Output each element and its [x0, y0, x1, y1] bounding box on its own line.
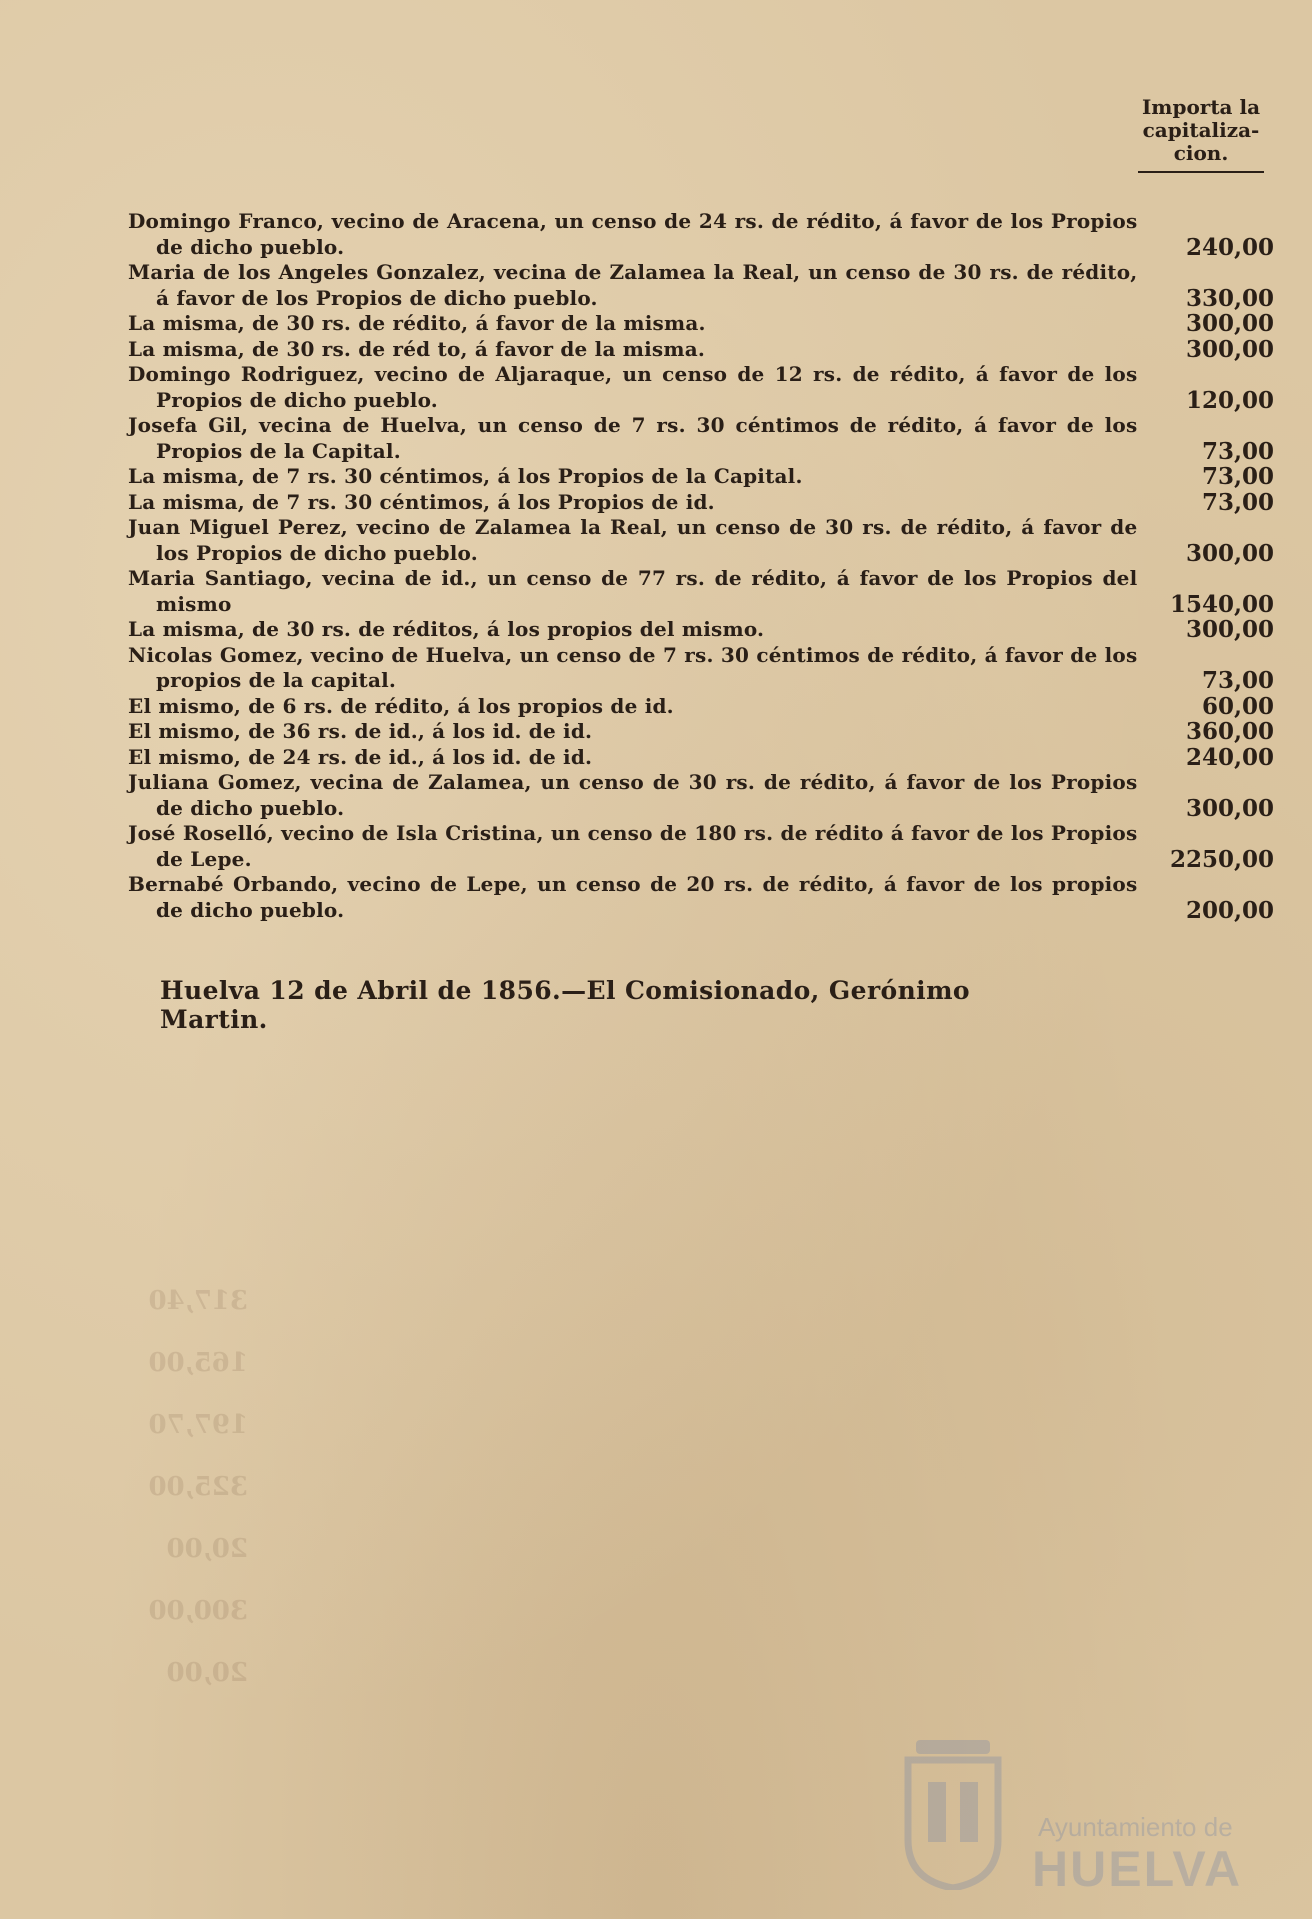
- entry-text: El mismo, de 6 rs. de rédito, á los propios de id.: [128, 693, 674, 718]
- entry-list: [128, 209, 1274, 923]
- coat-of-arms-icon: [898, 1720, 1008, 1890]
- entry-text: La misma, de 7 rs. 30 céntimos, á los Propios de la Capital.: [128, 464, 803, 488]
- entry-text: La misma, de 7 rs. 30 céntimos, á los Propios de id.: [128, 489, 715, 514]
- entry-value: 73,00: [1201, 488, 1274, 516]
- list-item: [128, 821, 1274, 872]
- entry-text: Juan Miguel Perez, vecino de Zalamea la Real, un censo de 30 rs. de rédito, á favor de los Propios de dicho pueblo.: [128, 515, 1138, 565]
- header-rule: [1138, 171, 1264, 173]
- list-item: [128, 872, 1274, 923]
- entry-value: 73,00: [1201, 463, 1274, 490]
- entry-text: Maria Santiago, vecina de id., un censo de 77 rs. de rédito, á favor de los Propios del mismo: [128, 566, 1138, 616]
- list-item: [128, 719, 1274, 745]
- entry-text: Bernabé Orbando, vecino de Lepe, un censo de 20 rs. de rédito, á favor de los propios de dicho pueblo.: [128, 872, 1138, 922]
- list-item: [128, 617, 1274, 643]
- entry-value: 300,00: [1185, 310, 1274, 337]
- list-item: [128, 209, 1274, 260]
- entry-value: 300,00: [1185, 539, 1274, 567]
- entry-value: 300,00: [1185, 335, 1274, 363]
- signature-line: Huelva 12 de Abril de 1856.—El Comisionado, Gerónimo Martin.: [160, 976, 970, 1034]
- stamp-text-top: Ayuntamiento de: [1038, 1812, 1233, 1842]
- list-item: [128, 643, 1274, 694]
- list-item: [128, 464, 1274, 490]
- list-item: [128, 490, 1274, 516]
- entry-value: 60,00: [1201, 692, 1274, 720]
- list-item: [128, 745, 1274, 771]
- list-item: [128, 337, 1274, 363]
- entry-value: 73,00: [1201, 437, 1274, 465]
- entry-text: Maria de los Angeles Gonzalez, vecina de Zalamea la Real, un censo de 30 rs. de rédito, á favor de los Propios de dicho pueblo.: [128, 260, 1138, 310]
- entry-text: Juliana Gomez, vecina de Zalamea, un censo de 30 rs. de rédito, á favor de los Propios de dicho pueblo.: [128, 770, 1138, 820]
- entry-value: 360,00: [1185, 718, 1274, 745]
- entry-value: 240,00: [1185, 233, 1274, 261]
- column-header-line2: capitaliza-: [1142, 118, 1260, 142]
- entry-value: 330,00: [1185, 284, 1274, 312]
- entry-value: 120,00: [1185, 386, 1274, 414]
- entry-text: Domingo Franco, vecino de Aracena, un censo de 24 rs. de rédito, á favor de los Propios de dicho pueblo.: [128, 209, 1138, 259]
- list-item: [128, 362, 1274, 413]
- entry-value: 300,00: [1185, 794, 1274, 822]
- entry-text: El mismo, de 36 rs. de id., á los id. de id.: [128, 719, 593, 743]
- column-header: [1138, 96, 1264, 173]
- list-item: [128, 566, 1274, 617]
- entry-value: 73,00: [1201, 667, 1274, 694]
- list-item: [128, 260, 1274, 311]
- column-header-line1: Importa la: [1141, 95, 1261, 119]
- stamp-text-bottom: HUELVA: [1032, 1841, 1243, 1897]
- archive-watermark: [898, 1720, 1278, 1897]
- entry-value: 200,00: [1185, 896, 1274, 924]
- list-item: [128, 694, 1274, 720]
- entry-text: Josefa Gil, vecina de Huelva, un censo de 7 rs. 30 céntimos de rédito, á favor de los Propios de la Capital.: [128, 413, 1138, 463]
- entry-text: José Roselló, vecino de Isla Cristina, un censo de 180 rs. de rédito á favor de los Propios de Lepe.: [128, 821, 1138, 871]
- list-item: [128, 311, 1274, 337]
- list-item: [128, 515, 1274, 566]
- entry-value: 2250,00: [1169, 845, 1274, 873]
- entry-value: 240,00: [1185, 743, 1274, 771]
- entry-text: Domingo Rodriguez, vecino de Aljaraque, un censo de 12 rs. de rédito, á favor de los Propios de dicho pueblo.: [128, 362, 1138, 412]
- entry-text: La misma, de 30 rs. de rédito, á favor de la misma.: [128, 311, 706, 335]
- entry-value: 300,00: [1185, 616, 1274, 643]
- entry-text: El mismo, de 24 rs. de id., á los id. de id.: [128, 744, 593, 769]
- entry-text: La misma, de 30 rs. de réditos, á los propios del mismo.: [128, 617, 765, 641]
- bleed-through-numbers: 317,40 165,00 197,70 325,00 20,00 300,00 20,00: [148, 1286, 248, 1688]
- entry-value: 1540,00: [1169, 590, 1274, 618]
- entry-text: Nicolas Gomez, vecino de Huelva, un censo de 7 rs. 30 céntimos de rédito, á favor de los propios de la capital.: [128, 642, 1138, 692]
- list-item: [128, 413, 1274, 464]
- list-item: [128, 770, 1274, 821]
- entry-text: La misma, de 30 rs. de réd to, á favor de la misma.: [128, 336, 706, 361]
- column-header-line3: cion.: [1173, 141, 1229, 165]
